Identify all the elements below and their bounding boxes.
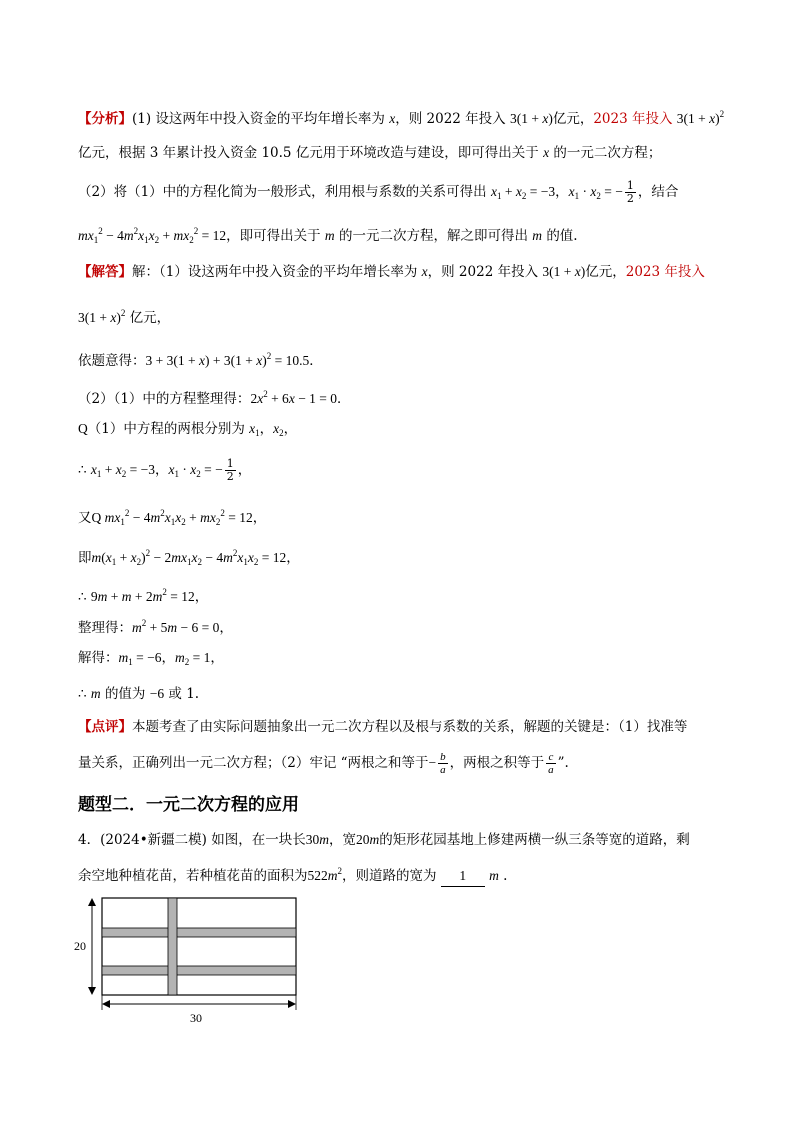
solution-line-10: 整理得：$m^2 + 5m - 6 = 0$， [78, 618, 233, 636]
solution-line-7: 又Q $mx_1^2 - 4m^2x_1x_2 + mx_2^2 = 12$， [78, 508, 267, 527]
fraction: $\frac{1}{2}$ [626, 179, 634, 205]
problem-line-1: 4．(2024•新疆二模) 如图，在一块长30m，宽20m的矩形花园基地上修建两横一纵三条等宽的道路，剩 [78, 832, 690, 848]
height-label: 20 [74, 939, 86, 953]
analysis-line-1: 【分析】(1) 设这两年中投入资金的平均年增长率为 x，则 2022 年投入 3(1 + x)亿元，2023 年投入 $3(1 + x)^2$ [78, 109, 725, 127]
solution-line-2: $3(1 + x)^2$ 亿元， [78, 308, 171, 326]
answer-blank: 1 [441, 866, 485, 887]
solution-line-3: 依题意得：$3 + 3(1 + x) + 3(1 + x)^2 = 10.5$． [78, 351, 323, 369]
solution-line-11: 解得：$m_1 = -6$，$m_2 = 1$， [78, 650, 224, 667]
solution-line-9: ∴ $9m + m + 2m^2 = 12$， [78, 587, 209, 605]
analysis-line-2: 亿元，根据 3 年累计投入资金 10.5 亿元用于环境改造与建设，即可得出关于 x 的一元二次方程； [78, 145, 662, 161]
solution-line-8: 即$m(x_1 + x_2)^2 - 2mx_1x_2 - 4m^2x_1x_2 = 12$， [78, 548, 300, 567]
comment-tag: 【点评】 [78, 719, 132, 735]
fraction: $\frac{c}{a}$ [548, 751, 554, 776]
comment-line-2: 量关系，正确列出一元二次方程；（2）牢记 “两根之和等于− $\frac{b}{a}$ ，两根之积等于 $\frac{c}{a}$ ”. [78, 751, 569, 776]
solution-line-5: Q（1）中方程的两根分别为 $x_1$，$x_2$， [78, 421, 298, 438]
solution-line-12: ∴ m 的值为 −6 或 1. [78, 686, 200, 702]
analysis-line-4: $mx_1^2 - 4m^2x_1x_2 + mx_2^2 = 12$，即可得出关于 m 的一元二次方程，解之即可得出 m 的值. [78, 226, 578, 245]
analysis-line-3: （2）将（1）中的方程化简为一般形式，利用根与系数的关系可得出 $x_1 + x_2 = -3$，$x_1 \cdot x_2$ = − $\frac{1}{2}$ ，结合 [78, 179, 679, 205]
vertical-road [168, 898, 177, 995]
garden-figure [70, 888, 310, 1028]
analysis-tag: 【分析】 [78, 111, 132, 127]
comment-line-1: 【点评】本题考查了由实际问题抽象出一元二次方程以及根与系数的关系，解题的关键是：（1）找准等 [78, 719, 688, 735]
garden-rectangle [102, 898, 296, 995]
problem-line-2: 余空地种植花苗，若种植花苗的面积为$522m^2$，则道路的宽为 1 m . [78, 861, 724, 887]
highlight-2023: 2023 年投入 [593, 111, 673, 127]
solution-tag: 【解答】 [78, 264, 132, 280]
section-heading: 题型二．一元二次方程的应用 [78, 795, 299, 815]
fraction: $\frac{1}{2}$ [226, 457, 234, 483]
horizontal-road-1 [102, 928, 296, 937]
fraction: $\frac{b}{a}$ [440, 751, 446, 776]
solution-line-6: ∴ $x_1 + x_2 = -3$，$x_1 \cdot x_2$ = − $\frac{1}{2}$ ， [78, 457, 252, 483]
solution-line-4: （2）（1）中的方程整理得：$2x^2 + 6x - 1 = 0$． [78, 389, 351, 407]
width-label: 30 [190, 1011, 202, 1025]
solution-line-1: 【解答】解：（1）设这两年中投入资金的平均年增长率为 x，则 2022 年投入 3(1 + x)亿元，2023 年投入 [78, 264, 705, 280]
horizontal-road-2 [102, 966, 296, 975]
